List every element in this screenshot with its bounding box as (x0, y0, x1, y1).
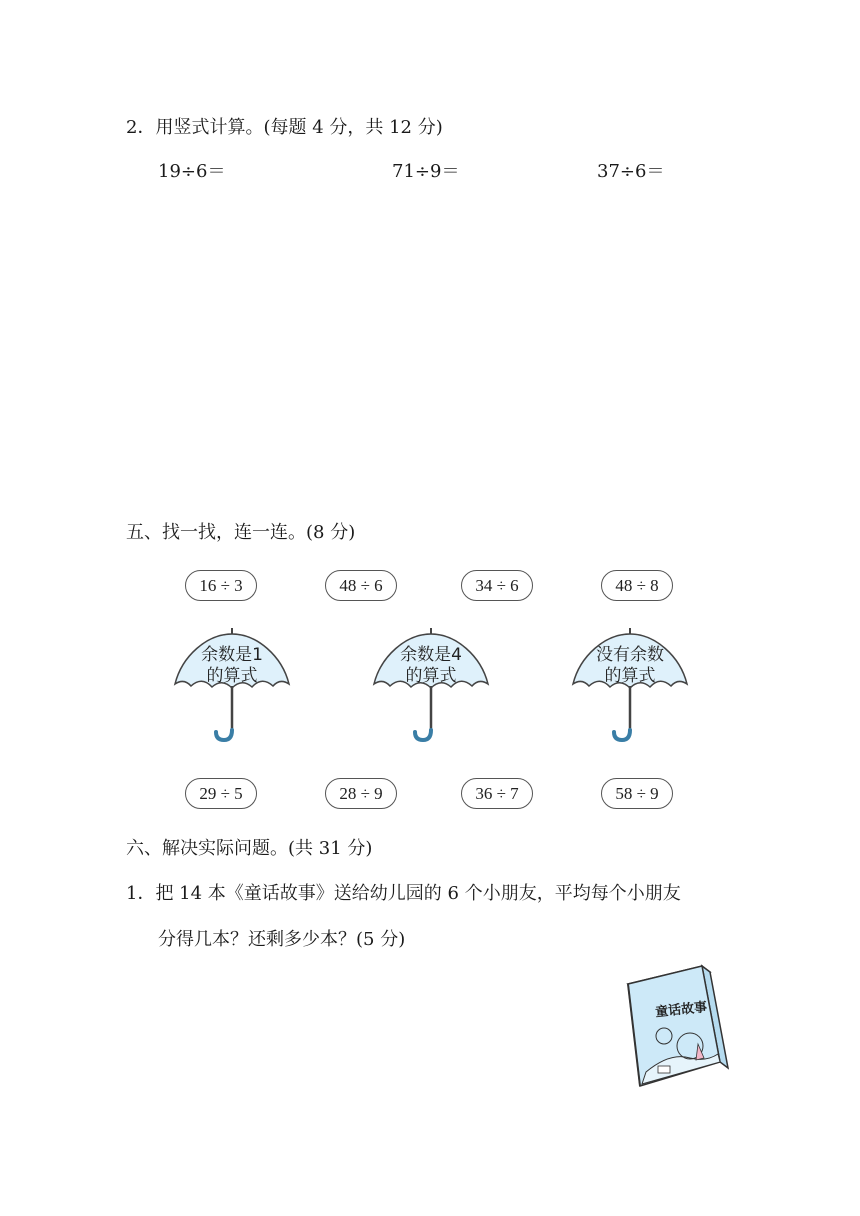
section6-heading: 六、解决实际问题。(共 31 分) (126, 838, 373, 859)
section6-q1-line1: 1．把 14 本《童话故事》送给幼儿园的 6 个小朋友，平均每个小朋友 (126, 883, 681, 904)
book-title: 童话故事 (654, 1000, 708, 1021)
bottom-expression-4[interactable]: 58 ÷ 9 (601, 778, 673, 809)
bottom-expression-3[interactable]: 36 ÷ 7 (461, 778, 533, 809)
bottom-expression-2[interactable]: 28 ÷ 9 (325, 778, 397, 809)
top-expression-3[interactable]: 34 ÷ 6 (461, 570, 533, 601)
top-expression-4[interactable]: 48 ÷ 8 (601, 570, 673, 601)
umbrella-label-line2: 的算式 (405, 666, 457, 686)
section5-heading: 五、找一找，连一连。(8 分) (126, 522, 356, 543)
umbrella-no-remainder[interactable] (570, 626, 690, 746)
fairy-tale-book-icon (620, 962, 732, 1092)
umbrella-label-line1: 没有余数 (596, 645, 664, 665)
umbrella-label-line1: 余数是4 (400, 645, 462, 665)
q2-heading: 2．用竖式计算。(每题 4 分，共 12 分) (126, 117, 443, 138)
umbrella-remainder-4[interactable] (371, 626, 491, 746)
top-expression-2[interactable]: 48 ÷ 6 (325, 570, 397, 601)
umbrella-label-line2: 的算式 (604, 666, 656, 686)
bottom-expression-1[interactable]: 29 ÷ 5 (185, 778, 257, 809)
division-problem-1: 19÷6＝ (158, 161, 226, 182)
umbrella-remainder-1[interactable] (172, 626, 292, 746)
top-expression-1[interactable]: 16 ÷ 3 (185, 570, 257, 601)
umbrella-label-line2: 的算式 (206, 666, 258, 686)
section6-q1-line2: 分得几本？还剩多少本？(5 分) (158, 929, 406, 950)
umbrella-label-line1: 余数是1 (201, 645, 263, 665)
division-problem-3: 37÷6＝ (597, 161, 665, 182)
division-problem-2: 71÷9＝ (392, 161, 460, 182)
